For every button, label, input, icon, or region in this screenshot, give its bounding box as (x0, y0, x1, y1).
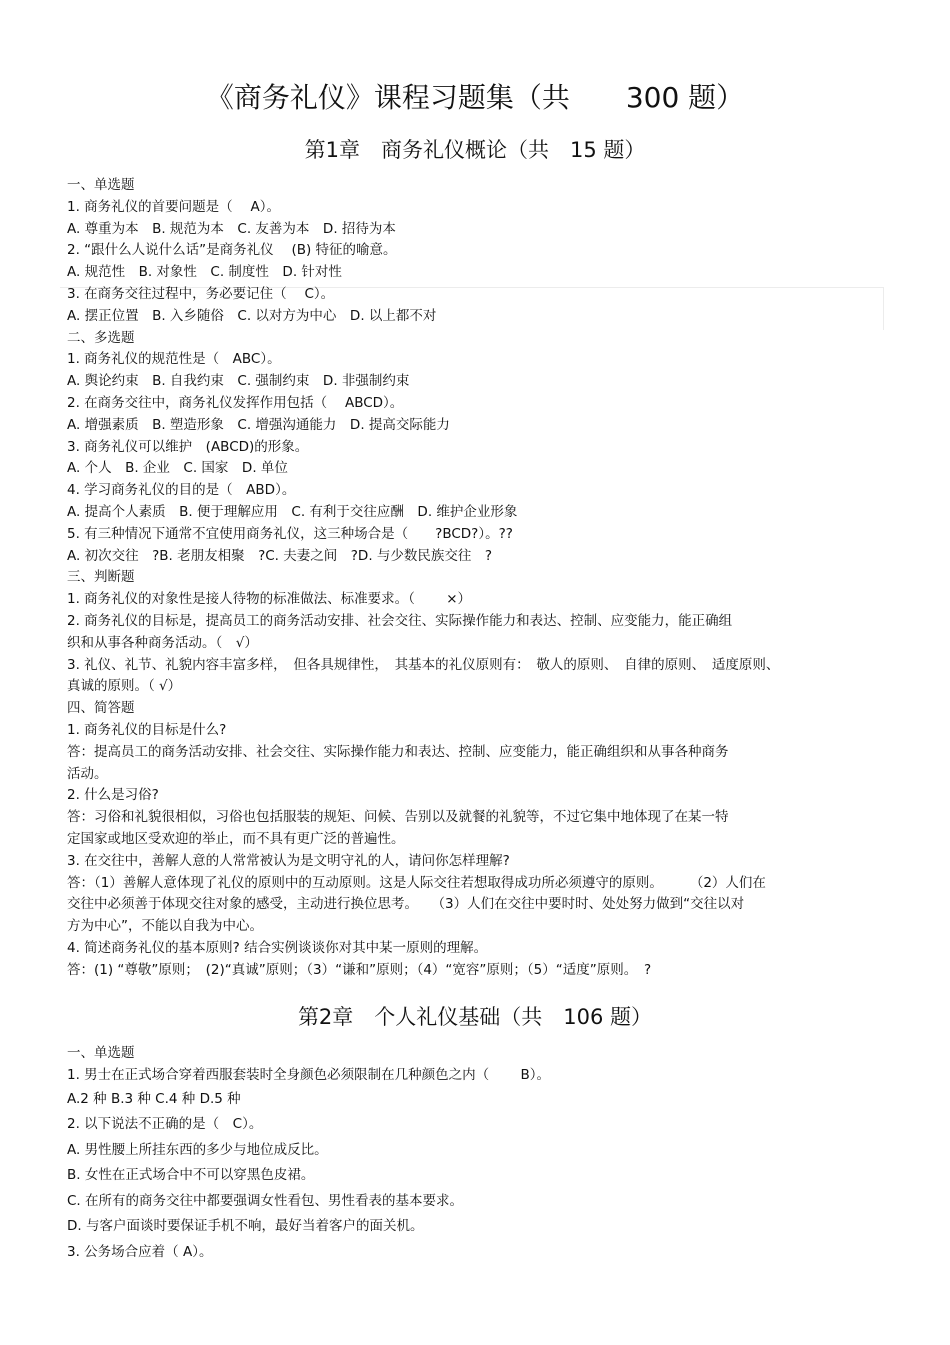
text-line: A.2 种 B.3 种 C.4 种 D.5 种 (67, 1090, 241, 1107)
text-line: 答：(1) “尊敬”原则； (2)“真诚”原则；（3）“谦和”原则；（4）“宽容”原则；（5）“适度”原则。 ? (67, 961, 652, 978)
text-line: 一、单选题 (67, 1045, 135, 1061)
text-line: 2. “跟什么人说什么话”是商务礼仪 (B) 特征的喻意。 (67, 242, 397, 259)
text-line: 1. 男士在正式场合穿着西服套装时全身颜色必须限制在几种颜色之内（ B）。 (67, 1066, 550, 1083)
text-line: 二、多选题 (67, 329, 135, 346)
text-line: B. 女性在正式场合中不可以穿黑色皮裙。 (67, 1167, 315, 1184)
chapter-1-content (67, 175, 882, 981)
text-line: 3. 在商务交往过程中，务必要记住（ C）。 (67, 285, 335, 302)
text-line: A. 提高个人素质 B. 便于理解应用 C. 有利于交往应酬 D. 维护企业形象 (67, 503, 518, 520)
text-line: A. 初次交往 ?B. 老朋友相聚 ?C. 夫妻之间 ?D. 与少数民族交往 ? (67, 547, 493, 564)
text-line: A. 增强素质 B. 塑造形象 C. 增强沟通能力 D. 提高交际能力 (67, 416, 450, 433)
text-line: D. 与客户面谈时要保证手机不响，最好当着客户的面关机。 (67, 1218, 424, 1235)
text-line: C. 在所有的商务交往中都要强调女性看包、男性看表的基本要求。 (67, 1192, 464, 1209)
chapter-1-heading: 第1章 商务礼仪概论（共 15 题） (304, 138, 646, 162)
text-line: 四、简答题 (67, 700, 135, 717)
text-line: A. 摆正位置 B. 入乡随俗 C. 以对方为中心 D. 以上都不对 (67, 307, 437, 324)
text-line: A. 规范性 B. 对象性 C. 制度性 D. 针对性 (67, 264, 342, 281)
text-line: 1. 商务礼仪的首要问题是（ A）。 (67, 198, 280, 215)
text-line: 1. 商务礼仪的规范性是（ ABC）。 (67, 351, 281, 368)
text-line: 2. 在商务交往中，商务礼仪发挥作用包括（ ABCD）。 (67, 394, 404, 411)
text-line: 一、单选题 (67, 177, 135, 193)
text-line: 1. 商务礼仪的对象性是接人待物的标准做法、标准要求。（ ×） (67, 591, 472, 608)
text-line: 4. 学习商务礼仪的目的是（ ABD）。 (67, 482, 296, 499)
text-line: 2. 什么是习俗? (67, 787, 159, 804)
text-line: 定国家或地区受欢迎的举止，而不具有更广泛的普遍性。 (67, 830, 405, 847)
text-line: 三、判断题 (67, 569, 135, 586)
chapter-2-heading: 第2章 个人礼仪基础（共 106 题） (297, 1005, 653, 1029)
text-line: A. 尊重为本 B. 规范为本 C. 友善为本 D. 招待为本 (67, 220, 396, 237)
text-line: 真诚的原则。（ √） (67, 678, 182, 695)
text-line: A. 舆论约束 B. 自我约束 C. 强制约束 D. 非强制约束 (67, 373, 410, 390)
text-line: 答：提高员工的商务活动安排、社会交往、实际操作能力和表达、控制、应变能力，能正确组织和从事各种商务 (67, 743, 729, 760)
text-line: 答：习俗和礼貌很相似，习俗也包括服装的规矩、问候、告别以及就餐的礼貌等，不过它集中地体现了在某一特 (67, 809, 729, 826)
text-line: 织和从事各种商务活动。（ √） (67, 634, 258, 651)
text-line: 3. 商务礼仪可以维护 (ABCD)的形象。 (67, 438, 309, 455)
text-line: 3. 礼仪、礼节、礼貌内容丰富多样， 但各具规律性， 其基本的礼仪原则有： 敬人的原则、 自律的原则、 适度原则、 (67, 656, 780, 673)
text-line: 交往中必须善于体现交往对象的感受，主动进行换位思考。 （3）人们在交往中要时时、处处努力做到“交往以对 (67, 896, 745, 913)
text-line: A. 男性腰上所挂东西的多少与地位成反比。 (67, 1141, 328, 1158)
text-line: 1. 商务礼仪的目标是什么? (67, 721, 227, 738)
text-line: 2. 以下说法不正确的是（ C）。 (67, 1116, 263, 1133)
text-line: 5. 有三种情况下通常不宜使用商务礼仪，这三种场合是（ ?BCD?）。?? (67, 525, 513, 542)
document-title: 《商务礼仪》课程习题集（共 300 题） (205, 81, 745, 114)
text-line: 3. 公务场合应着（ A）。 (67, 1243, 213, 1260)
text-line: 答：（1）善解人意体现了礼仪的原则中的互动原则。这是人际交往若想取得成功所必须遵守的原则。 （2）人们在 (67, 874, 766, 891)
text-line: 方为中心”，不能以自我为中心。 (67, 918, 263, 935)
text-line: 4. 简述商务礼仪的基本原则? 结合实例谈谈你对其中某一原则的理解。 (67, 939, 488, 956)
text-line: 活动。 (67, 765, 108, 782)
text-line: 2. 商务礼仪的目标是，提高员工的商务活动安排、社会交往、实际操作能力和表达、控制、应变能力，能正确组 (67, 612, 733, 629)
text-line: A. 个人 B. 企业 C. 国家 D. 单位 (67, 460, 288, 477)
chapter-2-content (67, 1043, 882, 1265)
text-line: 3. 在交往中，善解人意的人常常被认为是文明守礼的人，请问你怎样理解? (67, 852, 510, 869)
